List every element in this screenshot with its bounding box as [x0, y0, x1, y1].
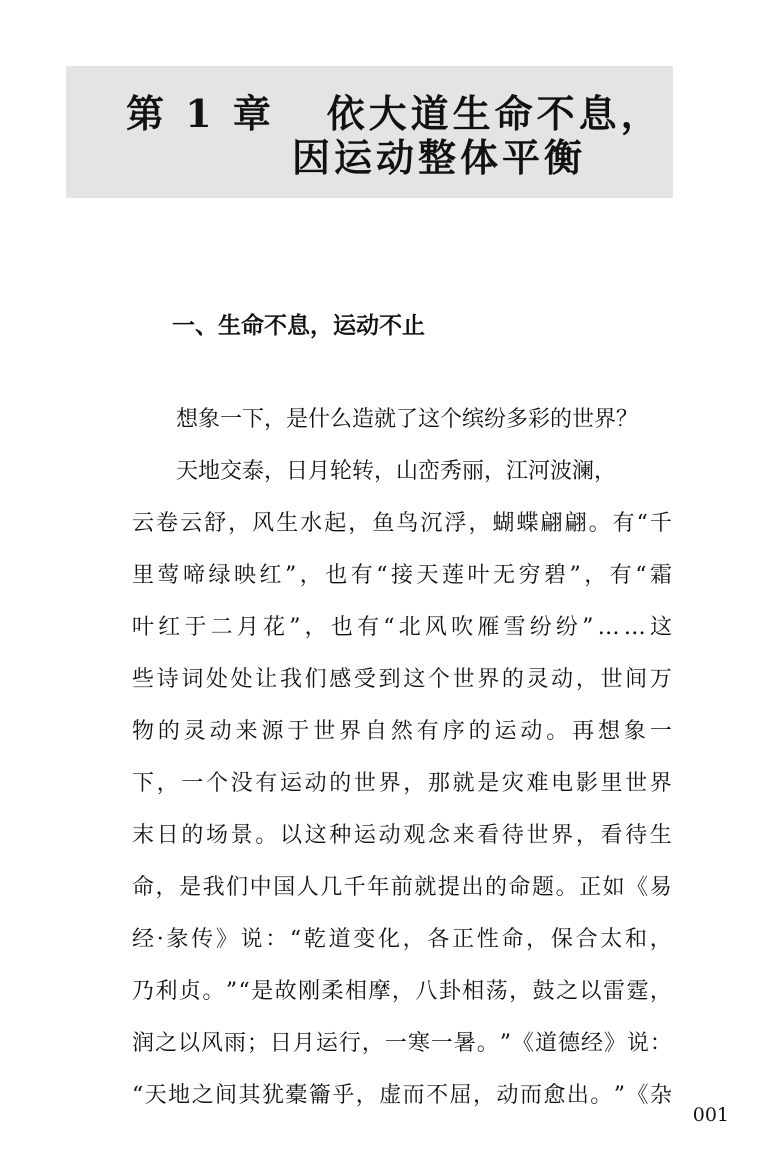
body-text-line: 乃 利 贞 。 ” “ 是 故 刚 柔 相 摩 ， 八 卦 相 荡 ， 鼓 之 以 雷 霆 ，: [132, 979, 672, 1004]
body-text-line: 经 · 彖 传 》 说 ： “ 乾 道 变 化 ， 各 正 性 命 ， 保 合 太 和 ，: [132, 927, 672, 952]
body-text-line: 物 的 灵 动 来 源 于 世 界 自 然 有 序 的 运 动 。 再 想 象 一: [132, 719, 672, 744]
body-text-line: 润 之 以 风 雨 ； 日 月 运 行 ， 一 寒 一 暑 。 ” 《 道 德 经 》 说 ：: [132, 1031, 672, 1056]
body-text-line: “ 天 地 之 间 其 犹 橐 籥 乎 ， 虚 而 不 屈 ， 动 而 愈 出 。 ” 《 杂: [132, 1083, 672, 1108]
section-heading: 一、生命不息，运动不止: [172, 313, 425, 339]
body-text-line: 末 日 的 场 景 。 以 这 种 运 动 观 念 来 看 待 世 界 ， 看 待 生: [132, 823, 672, 848]
chapter-title-line-2: 因运动整体平衡: [292, 135, 587, 180]
page-number: 001: [692, 1104, 729, 1126]
paragraph-1: 想象一下，是什么造就了这个缤纷多彩的世界？: [176, 407, 639, 432]
body-text-line: 命 ， 是 我 们 中 国 人 几 千 年 前 就 提 出 的 命 题 。 正 如 《 易: [132, 875, 672, 900]
paragraph-2-first-line: 天地交泰，日月轮转，山峦秀丽，江河波澜，: [176, 459, 617, 484]
body-text-line: 云 卷 云 舒 ， 风 生 水 起 ， 鱼 鸟 沉 浮 ， 蝴 蝶 翩 翩 。 有 “ 千: [132, 511, 672, 536]
body-text-line: 下 ， 一 个 没 有 运 动 的 世 界 ， 那 就 是 灾 难 电 影 里 世 界: [132, 771, 672, 796]
chapter-title-line-1: 第 1 章 依大道生命不息，: [126, 91, 663, 136]
body-text-line: 里 莺 啼 绿 映 红 ” ， 也 有 “ 接 天 莲 叶 无 穷 碧 ” ， 有 “ 霜: [132, 563, 672, 588]
body-text-line: 些 诗 词 处 处 让 我 们 感 受 到 这 个 世 界 的 灵 动 ， 世 间 万: [132, 667, 672, 692]
body-text-line: 叶 红 于 二 月 花 ” ， 也 有 “ 北 风 吹 雁 雪 纷 纷 ” … … 这: [132, 615, 672, 640]
